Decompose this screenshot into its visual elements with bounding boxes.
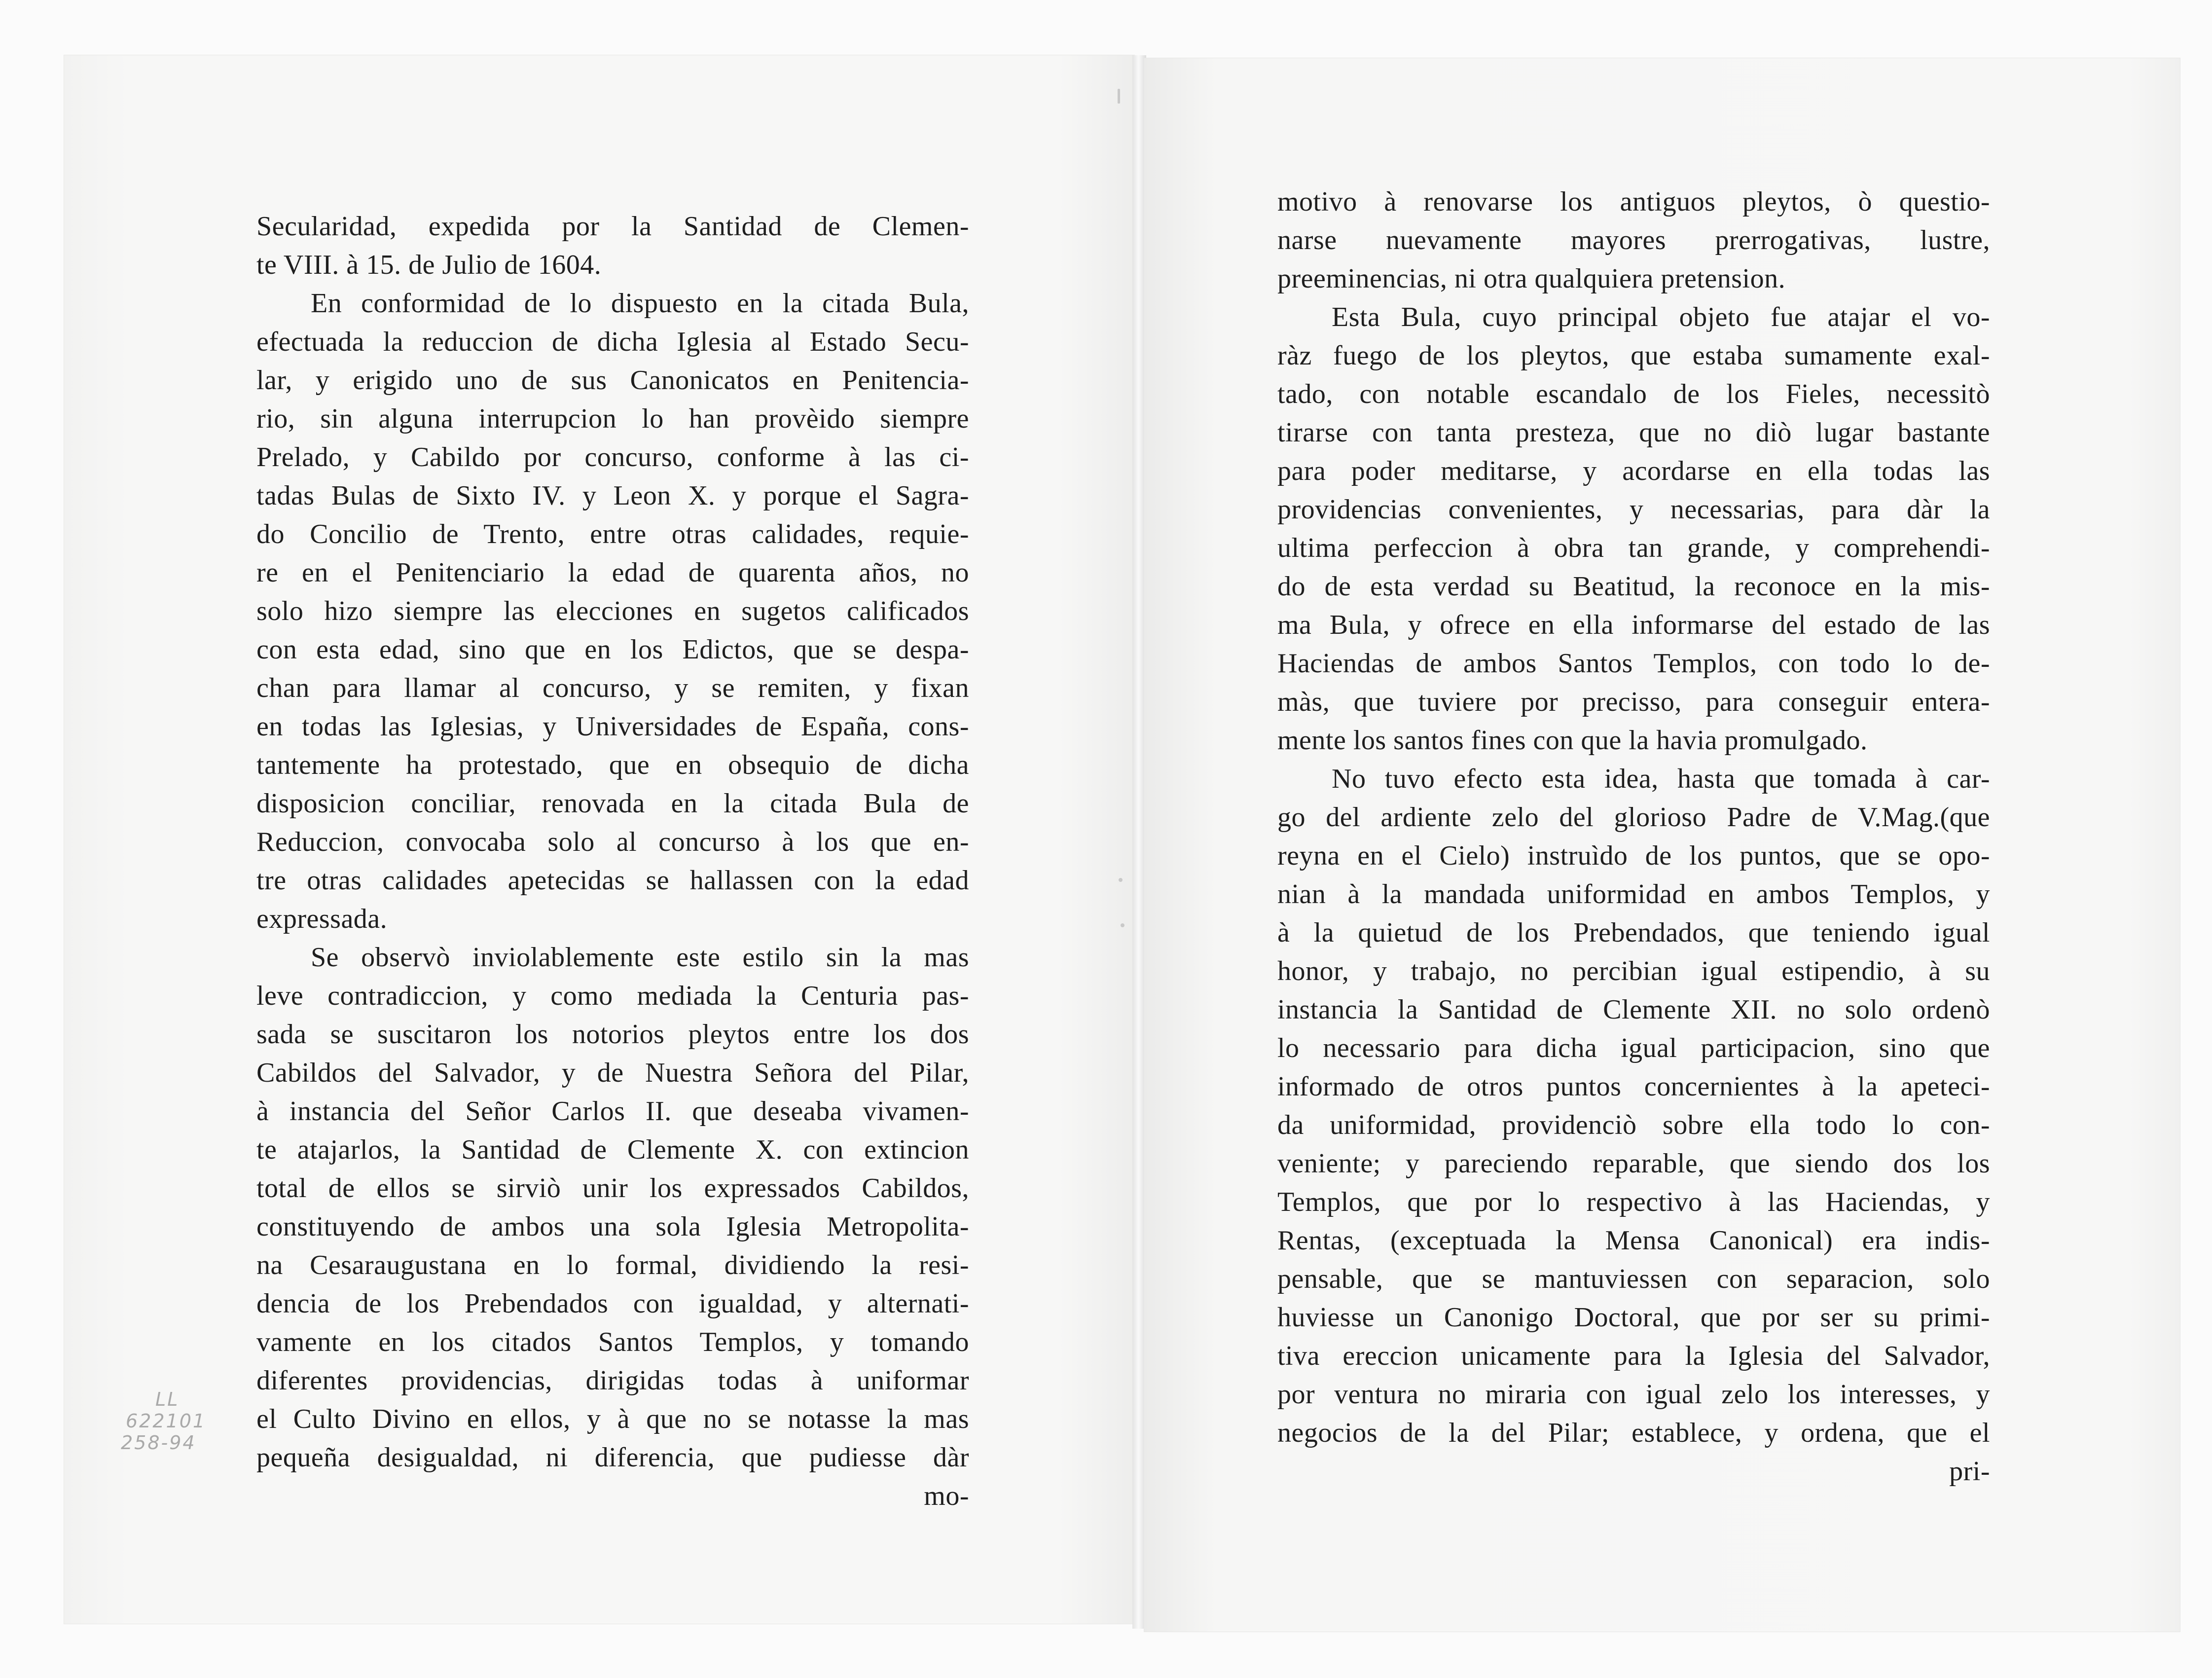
text-line: No tuvo efecto esta idea, hasta que tomada à car- xyxy=(1332,764,1990,794)
text-line: Haciendas de ambos Santos Templos, con todo lo de- xyxy=(1277,648,1990,679)
catchword: mo- xyxy=(924,1481,969,1511)
text-line: tirarse con tanta presteza, que no diò lugar bastante xyxy=(1277,417,1990,448)
text-line: pequeña desigualdad, ni diferencia, que pudiesse dàr xyxy=(256,1442,969,1473)
text-line: el Culto Divino en ellos, y à que no se notasse la mas xyxy=(256,1404,969,1434)
text-line: reyna en el Cielo) instruìdo de los puntos, que se opo- xyxy=(1277,840,1990,871)
text-line: Reduccion, convocaba solo al concurso à los que en- xyxy=(256,827,969,857)
left-text-column xyxy=(256,207,969,1515)
text-line: na Cesaraugustana en lo formal, dividiendo la resi- xyxy=(256,1250,969,1280)
text-line: providencias convenientes, y necessarias, para dàr la xyxy=(1277,494,1990,525)
pencil-note: 622101 xyxy=(126,1410,207,1432)
paper-speck xyxy=(1121,923,1124,927)
text-line: màs, que tuviere por precisso, para conseguir entera- xyxy=(1277,687,1990,717)
text-line: rio, sin alguna interrupcion lo han provèido siempre xyxy=(256,403,969,434)
text-line: à la quietud de los Prebendados, que teniendo igual xyxy=(1277,917,1990,948)
text-line: preeminencias, ni otra qualquiera pretension. xyxy=(1277,263,1786,294)
text-line: go del ardiente zelo del glorioso Padre de V.Mag.(que xyxy=(1277,802,1990,833)
paper-speck xyxy=(1119,878,1123,882)
pencil-note: 258-94 xyxy=(121,1432,196,1454)
text-line: solo hizo siempre las elecciones en sugetos calificados xyxy=(256,596,969,626)
text-line: te VIII. à 15. de Julio de 1604. xyxy=(256,250,602,280)
text-line: En conformidad de lo dispuesto en la citada Bula, xyxy=(311,288,969,319)
text-line: Se observò inviolablemente este estilo sin la mas xyxy=(311,942,969,973)
text-line: vamente en los citados Santos Templos, y tomando xyxy=(256,1327,969,1357)
text-line: instancia la Santidad de Clemente XII. no solo ordenò xyxy=(1277,994,1990,1025)
text-line: te atajarlos, la Santidad de Clemente X. con extincion xyxy=(256,1134,969,1165)
catchword: pri- xyxy=(1949,1456,1990,1487)
pencil-note: LL xyxy=(155,1388,180,1410)
text-line: con esta edad, sino que en los Edictos, que se despa- xyxy=(256,634,969,665)
text-line: veniente; y pareciendo reparable, que siendo dos los xyxy=(1277,1148,1990,1179)
text-line: re en el Penitenciario la edad de quarenta años, no xyxy=(256,557,969,588)
text-line: lo necessario para dicha igual participacion, sino que xyxy=(1277,1033,1990,1063)
text-line: leve contradiccion, y como mediada la Centuria pas- xyxy=(256,981,969,1011)
text-line: mente los santos fines con que la havia promulgado. xyxy=(1277,725,1868,756)
text-line: total de ellos se sirviò unir los expressados Cabildos, xyxy=(256,1173,969,1204)
text-line: pensable, que se mantuviessen con separacion, solo xyxy=(1277,1264,1990,1294)
text-line: Secularidad, expedida por la Santidad de Clemen- xyxy=(256,211,969,242)
text-line: ràz fuego de los pleytos, que estaba sumamente exal- xyxy=(1277,340,1990,371)
text-line: Prelado, y Cabildo por concurso, conforme à las ci- xyxy=(256,442,969,473)
text-line: da uniformidad, providenciò sobre ella todo lo con- xyxy=(1277,1110,1990,1140)
text-line: chan para llamar al concurso, y se remiten, y fixan xyxy=(256,673,969,703)
text-line: constituyendo de ambos una sola Iglesia Metropolita- xyxy=(256,1211,969,1242)
text-line: nian à la mandada uniformidad en ambos Templos, y xyxy=(1277,879,1990,910)
text-line: negocios de la del Pilar; establece, y ordena, que el xyxy=(1277,1418,1990,1448)
text-line: Rentas, (exceptuada la Mensa Canonical) era indis- xyxy=(1277,1225,1990,1256)
text-line: Esta Bula, cuyo principal objeto fue atajar el vo- xyxy=(1332,302,1990,332)
text-line: Cabildos del Salvador, y de Nuestra Señora del Pilar, xyxy=(256,1058,969,1088)
text-line: diferentes providencias, dirigidas todas à uniformar xyxy=(256,1365,969,1396)
pencil-shelfmark xyxy=(121,1388,206,1454)
text-line: huviesse un Canonigo Doctoral, que por ser su primi- xyxy=(1277,1302,1990,1333)
text-line: disposicion conciliar, renovada en la citada Bula de xyxy=(256,788,969,819)
text-line: tiva ereccion unicamente para la Iglesia del Salvador, xyxy=(1277,1341,1990,1371)
text-line: ma Bula, y ofrece en ella informarse del estado de las xyxy=(1277,610,1990,640)
text-line: Templos, que por lo respectivo à las Haciendas, y xyxy=(1277,1187,1990,1217)
text-line: à instancia del Señor Carlos II. que deseaba vivamen- xyxy=(256,1096,969,1127)
text-line: dencia de los Prebendados con igualdad, y alternati- xyxy=(256,1288,969,1319)
text-line: lar, y erigido uno de sus Canonicatos en Penitencia- xyxy=(256,365,969,396)
text-line: tadas Bulas de Sixto IV. y Leon X. y porque el Sagra- xyxy=(256,480,969,511)
text-line: do Concilio de Trento, entre otras calidades, requie- xyxy=(256,519,969,549)
text-line: ultima perfeccion à obra tan grande, y comprehendi- xyxy=(1277,533,1990,563)
text-line: honor, y trabajo, no percibian igual estipendio, à su xyxy=(1277,956,1990,986)
paper-speck xyxy=(1118,89,1120,104)
text-line: sada se suscitaron los notorios pleytos entre los dos xyxy=(256,1019,969,1050)
text-line: tre otras calidades apetecidas se hallassen con la edad xyxy=(256,865,969,896)
right-text-column xyxy=(1277,182,1990,1491)
text-line: expressada. xyxy=(256,904,388,934)
text-line: informado de otros puntos concernientes à la apeteci- xyxy=(1277,1071,1990,1102)
text-line: tado, con notable escandalo de los Fieles, necessitò xyxy=(1277,379,1990,409)
text-line: narse nuevamente mayores prerrogativas, lustre, xyxy=(1277,225,1990,255)
text-line: motivo à renovarse los antiguos pleytos, ò questio- xyxy=(1277,186,1990,217)
text-line: en todas las Iglesias, y Universidades de España, cons- xyxy=(256,711,969,742)
text-line: tantemente ha protestado, que en obsequio de dicha xyxy=(256,750,969,780)
text-line: para poder meditarse, y acordarse en ella todas las xyxy=(1277,456,1990,486)
text-line: do de esta verdad su Beatitud, la reconoce en la mis- xyxy=(1277,571,1990,602)
text-line: por ventura no miraria con igual zelo los interesses, y xyxy=(1277,1379,1990,1410)
text-line: efectuada la reduccion de dicha Iglesia al Estado Secu- xyxy=(256,327,969,357)
